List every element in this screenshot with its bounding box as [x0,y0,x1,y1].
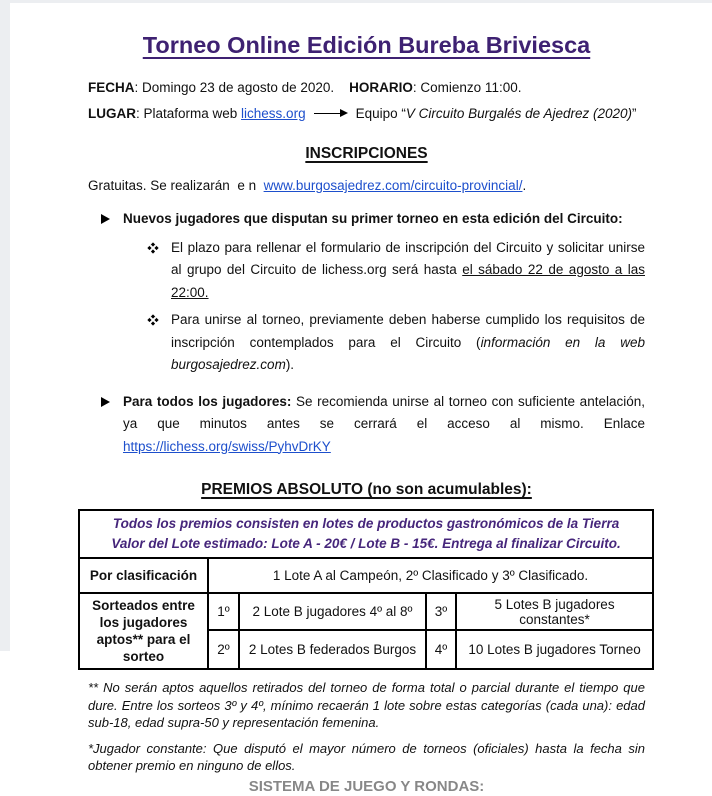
prizes-header-line1: Todos los premios consisten en lotes de productos gastronómicos de la Tierra [112,516,620,531]
sorteo-ordinal: 4º [426,630,456,669]
footnote-aptos: ** No serán aptos aquellos retirados del torneo de forma total o parcial durante el tiempo que dure. Entre los sorteos 3º y 4º, mínimo recaerán 1 lote sobre estas categorías (cada una): edad sub-18, edad supra-50 y representación femenina. [88,680,645,730]
lichess-swiss-link[interactable]: https://lichess.org/swiss/PyhvDrKY [123,438,331,454]
all-players-label: Para todos los jugadores: [123,393,292,409]
info-block [88,79,645,122]
premios-heading: PREMIOS ABSOLUTO (no son acumulables): [201,481,532,498]
cutoff-next-heading: SISTEMA DE JUEGO Y RONDAS: [248,777,485,795]
inscripciones-heading: INSCRIPCIONES [305,145,428,162]
all-players-text: Se recomienda unirse al torneo con suficiente antelación, ya que minutos antes se cerrará el acceso al mismo. Enlace [123,393,645,431]
sorteo-prize: 10 Lotes B jugadores Torneo [456,630,653,669]
prizes-header-line2: Valor del Lote estimado: Lote A - 20€ / Lote B - 15€. Entrega al finalizar Circuito. [111,536,621,551]
prizes-table [78,509,654,670]
table-row-sorteo-1 [79,593,653,630]
right-arrow-icon [313,107,349,119]
fecha-label: FECHA [88,80,135,95]
list-item-all-players [88,391,645,459]
intro-text: Gratuitas. Se realizarán e n [88,178,264,193]
arrowhead-bullet-icon [101,214,110,224]
intro-end: . [522,178,527,193]
table-row-header [79,510,653,558]
sorteo-prize: 2 Lote B jugadores 4º al 8º [239,593,426,630]
sorteo-ordinal: 1º [208,593,239,630]
diamond-bullet-icon [147,314,158,325]
equipo-close-quote: ” [632,106,637,121]
burgosajedrez-circuito-link[interactable]: www.burgosajedrez.com/circuito-provincial/ [263,178,523,193]
fecha-horario-line [88,79,645,96]
clasificacion-label: Por clasificación [79,558,208,593]
sorteo-prize: 5 Lotes B jugadores constantes* [456,593,653,630]
lugar-line [88,105,645,122]
join-text: Para unirse al torneo, previamente deben haberse cumplido los requisitos de inscripción contemplados para el Circuito ( [171,312,645,350]
page-title: Torneo Online Edición Bureba Briviesca [142,32,591,58]
list-item-new-players [88,208,645,232]
sorteo-ordinal: 2º [208,630,239,669]
lugar-label: LUGAR [88,106,136,121]
deadline-text: El plazo para rellenar el formulario de inscripción del Circuito y solicitar unirse al grupo del Circuito de lichess.org será hasta [171,239,645,277]
sorteo-prize: 2 Lotes B federados Burgos [239,630,426,669]
inscripciones-intro [88,177,645,194]
sorteo-ordinal: 3º [426,593,456,630]
equipo-text: Equipo “ [355,106,406,121]
join-italic: información en la web burgosajedrez.com [171,334,645,372]
table-row-clasificacion [79,558,653,593]
join-end: ). [285,357,295,372]
list-item-join-requirements [88,309,645,377]
arrowhead-bullet-icon [101,397,110,407]
equipo-name: V Circuito Burgalés de Ajedrez (2020) [405,106,632,121]
diamond-bullet-icon [147,242,158,253]
sorteo-label: Sorteados entre los jugadores aptos** para el sorteo [79,593,208,669]
fecha-value: : Domingo 23 de agosto de 2020. [134,80,335,95]
clasificacion-value: 1 Lote A al Campeón, 2º Clasificado y 3º Clasificado. [208,558,653,593]
new-players-heading: Nuevos jugadores que disputan su primer torneo en esta edición del Circuito: [123,211,623,226]
horario-value: : Comienzo 11:00. [412,80,522,95]
document-page [10,3,712,795]
deadline-underlined: el sábado 22 de agosto a las 22:00. [171,262,645,300]
page-left-margin [0,0,10,651]
horario-label: HORARIO [349,80,413,95]
prizes-table-header [79,510,653,558]
lichess-link[interactable]: lichess.org [241,106,306,121]
footnote-jugador-constante: *Jugador constante: Que disputó el mayor número de torneos (oficiales) hasta la fecha sin obtener premio en ninguno de ellos. [88,740,645,773]
list-item-deadline [88,237,645,305]
lugar-value: : Plataforma web [136,106,242,121]
